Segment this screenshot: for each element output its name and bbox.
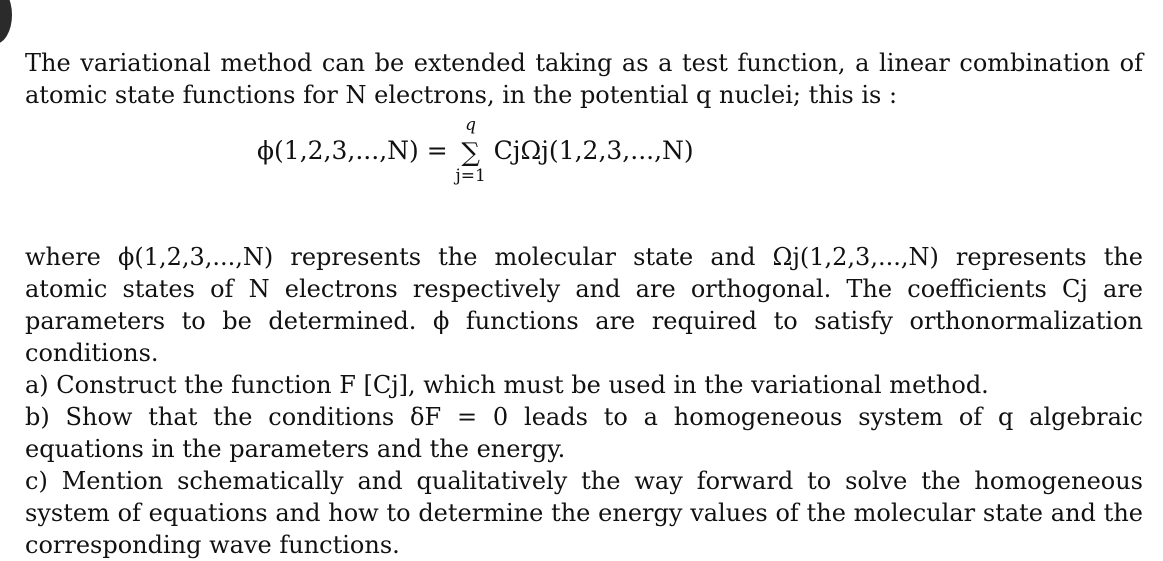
equation-rhs: CjΩj(1,2,3,...,N) [493, 136, 694, 165]
summation [455, 114, 486, 186]
summation-symbol: ∑ [461, 137, 480, 168]
equation-block [25, 111, 1143, 241]
description-paragraph: where ϕ(1,2,3,...,N) represents the molecular state and Ωj(1,2,3,...,N) represents the atomic states of N electrons respectively and are orthogonal. The coefficients Cj are parameters to be determined. ϕ functions are required to satisfy orthonormalization conditions. [25, 243, 1143, 367]
equation-lhs: ϕ(1,2,3,...,N) = [257, 136, 448, 165]
summation-upper-limit: q [465, 114, 477, 135]
question-text [25, 241, 1143, 561]
question-b: b) Show that the conditions δF = 0 leads to a homogeneous system of q algebraic equations in the parameters and the energy. [25, 403, 1143, 463]
question-c: c) Mention schematically and qualitatively the way forward to solve the homogeneous system of equations and how to determine the energy values of the molecular state and the corresponding wave functions. [25, 467, 1143, 559]
equation-body [257, 114, 694, 186]
document-page [25, 47, 1143, 561]
question-a: a) Construct the function F [Cj], which must be used in the variational method. [25, 371, 989, 399]
corner-mark [0, 0, 12, 44]
intro-paragraph: The variational method can be extended taking as a test function, a linear combination of atomic state functions for N electrons, in the potential q nuclei; this is : [25, 49, 1143, 109]
summation-lower-limit: j=1 [455, 165, 486, 186]
